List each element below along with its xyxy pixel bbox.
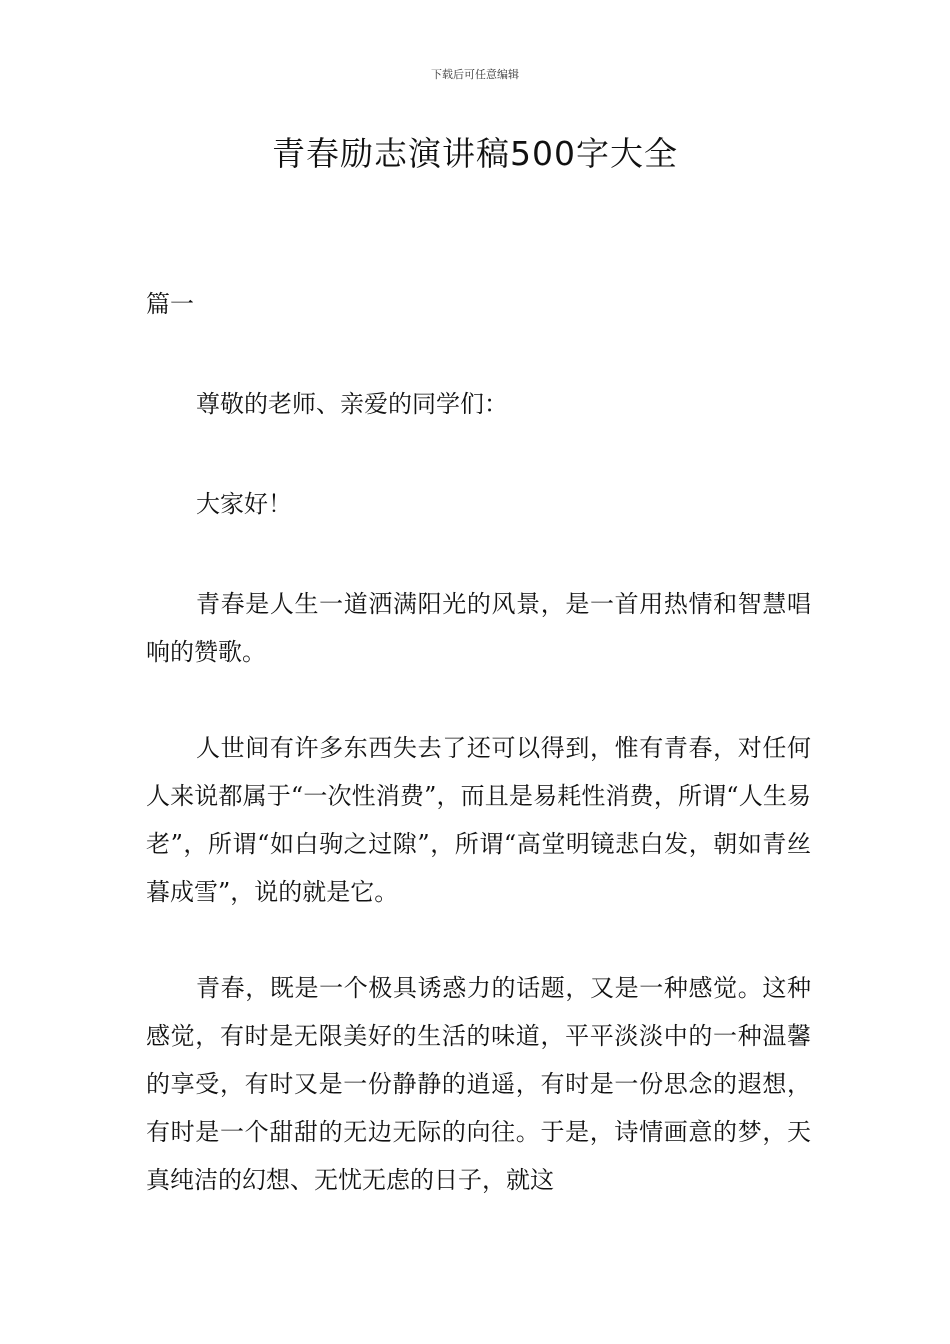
section-label: 篇一 [146,290,194,318]
document-title: 青春励志演讲稿500字大全 [272,134,678,173]
paragraph-greeting: 大家好！ [196,490,292,518]
paragraph: 人世间有许多东西失去了还可以得到，惟有青春，对任何人来说都属于“一次性消费”，而且是易耗性消费，所谓“人生易老”，所谓“如白驹之过隙”，所谓“高堂明镜悲白发，朝如青丝暮成雪”，说的就是它。 [146,734,811,906]
paragraph: 青春是人生一道洒满阳光的风景，是一首用热情和智慧唱响的赞歌。 [146,590,811,666]
paragraph-salutation: 尊敬的老师、亲爱的同学们： [196,390,508,418]
document-body [146,380,811,1252]
header-note: 下载后可任意编辑 [431,68,519,81]
paragraph: 青春，既是一个极具诱惑力的话题，又是一种感觉。这种感觉，有时是无限美好的生活的味道，平平淡淡中的一种温馨的享受，有时又是一份静静的逍遥，有时是一份思念的遐想，有时是一个甜甜的无边无际的向往。于是，诗情画意的梦，天真纯洁的幻想、无忧无虑的日子，就这 [146,974,811,1194]
